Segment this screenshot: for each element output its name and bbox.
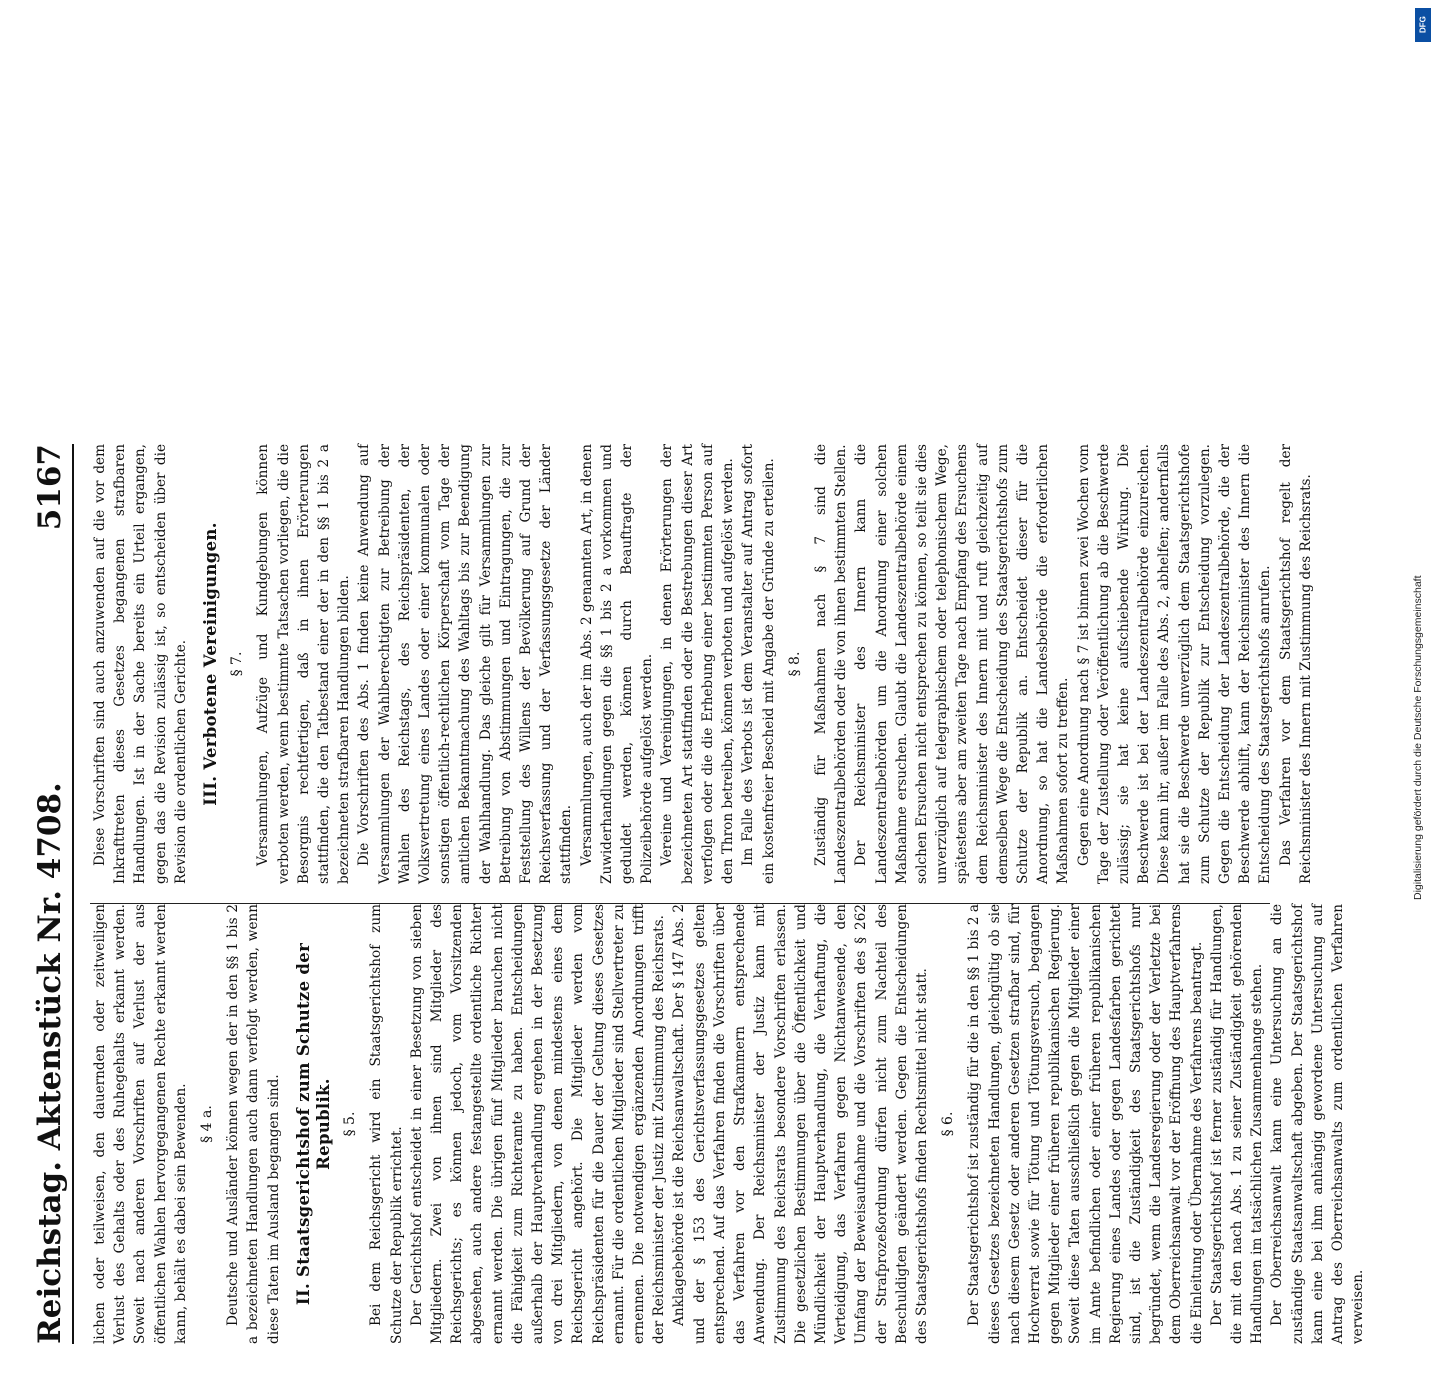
paragraph: Versammlungen, auch der im Abs. 2 genannten Art, in denen Zuwiderhandlungen gegen die §§ 1 bis 2 a vorkommen und geduldet werden, können durch Beauftragte der Polizeibehörde aufgelöst werden. — [578, 444, 656, 884]
paragraph: Der Staatsgerichtshof ist zuständig für die in den §§ 1 bis 2 a dieses Gesetzes bezeichneten Handlungen, gleichgültig ob sie nach diesem Gesetz oder anderen Gesetzen strafbar sind, für Hochverrat sowie für Tötung und Tötungsversuch, begangen gegen Mitglieder einer früheren republikanischen Regierung. Soweit diese Taten ausschließlich gegen die Mitglieder einer im Amte befindlichen oder einer früheren republikanischen Regierung eines Landes oder gegen Landesfarben gerichtet sind, ist die Zuständigkeit des Staatsgerichtshofs nur begründet, wenn die Landesregierung oder der Verletzte bei dem Oberreichsanwalt vor der Eröffnung des Hauptverfahrens die Einleitung oder Übernahme des Verfahrens beantragt. — [966, 904, 1205, 1344]
paragraph: Anklagebehörde ist die Reichsanwaltschaft. Der § 147 Abs. 2 und der § 153 des Gerichtsverfassungsgesetzes gelten entsprechend. Auf das Verfahren finden die Vorschriften über das Verfahren vor den Strafkammern entsprechende Anwendung. Der Reichsminister der Justiz kann mit Zustimmung des Reichsrats besondere Vorschriften erlassen. Die gesetzlichen Bestimmungen über die Öffentlichkeit und Mündlichkeit der Hauptverhandlung, die Verhaftung, die Verteidigung, das Verfahren gegen Nichtanwesende, den Umfang der Beweisaufnahme und die Vorschriften des § 262 der Strafprozeßordnung dürfen nicht zum Nachteil des Beschuldigten geändert werden. Gegen die Entscheidungen des Staatsgerichtshofs finden Rechtsmittel nicht statt. — [671, 904, 930, 1344]
paragraph: Zuständig für Maßnahmen nach § 7 sind die Landeszentralbehörden oder die von ihnen bestimmten Stellen. — [812, 444, 850, 884]
page-number: 5167 — [32, 444, 68, 531]
page-header — [18, 444, 68, 1344]
section-label: § 8. — [786, 651, 803, 677]
section-label: § 4 a. — [199, 1105, 216, 1143]
right-column — [90, 444, 1316, 884]
paragraph: Der Reichsminister des Innern kann die Landeszentralbehörden um die Anordnung einer solchen Maßnahme ersuchen. Glaubt die Landeszentralbehörde einem solchen Ersuchen nicht entsprechen zu können, so teilt sie dies unverzüglich auf telegraphischem oder telephonischem Wege, spätestens aber am zweiten Tage nach Empfang des Ersuchens dem Reichsminister des Innern mit und ruft gleichzeitig auf demselben Wege die Entscheidung des Staatsgerichtshofs zum Schutze der Republik an. Entscheidet dieser für die Anordnung, so hat die Landesbehörde die erforderlichen Maßnahmen sofort zu treffen. — [853, 444, 1072, 884]
document-page — [0, 394, 1390, 1394]
paragraph: Im Falle des Verbots ist dem Veranstalter auf Antrag sofort ein kostenfreier Bescheid mit Angabe der Gründe zu erteilen. — [740, 444, 777, 884]
paragraph: Vereine und Vereinigungen, in denen Erörterungen der bezeichneten Art stattfinden oder die Bestrebungen dieser Art verfolgen oder die die Erhebung einer bestimmten Person auf den Thron betreiben, können verboten und aufgelöst werden. — [659, 444, 737, 884]
paragraph: Diese Vorschriften sind auch anzuwenden auf die vor dem Inkrafttreten dieses Gesetzes begangenen strafbaren Handlungen. Ist in der Sache bereits ein Urteil ergangen, gegen das die Revision zulässig ist, so entscheiden über die Revision die ordentlichen Gerichte. — [92, 444, 189, 884]
section-heading: III. Verbotene Vereinigungen. — [201, 522, 221, 806]
left-column — [90, 904, 1368, 1344]
column-divider — [90, 903, 1270, 904]
paragraph: Die Vorschriften des Abs. 1 finden keine Anwendung auf Versammlungen der Wahlberechtigten zur Betreibung der Wahlen des Reichstags, des Reichspräsidenten, der Volksvertretung eines Landes oder einer kommunalen oder sonstigen öffentlich-rechtlichen Körperschaft vom Tage der amtlichen Bekanntmachung des Wahltags bis zur Beendigung der Wahlhandlung. Das gleiche gilt für Versammlungen zur Betreibung von Abstimmungen und Eintragungen, die zur Feststellung des Willens der Bevölkerung auf Grund der Reichsverfassung und der Verfassungsgesetze der Länder stattfinden. — [356, 444, 575, 884]
paragraph: lichen oder teilweisen, den dauernden oder zeitweiligen Verlust des Gehalts oder des Ruhegehalts erkannt werden. Soweit nach anderen Vorschriften auf Verlust der aus öffentlichen Wahlen hervorgegangenen Rechte erkannt werden kann, behält es dabei sein Bewenden. — [92, 904, 189, 1344]
section-label: § 5. — [342, 1111, 359, 1137]
dfg-logo: DFG — [1415, 8, 1431, 42]
paragraph: Der Staatsgerichtshof ist ferner zuständig für Handlungen, die mit den nach Abs. 1 zu seiner Zuständigkeit gehörenden Handlungen im tatsächlichen Zusammenhange stehen. — [1208, 904, 1266, 1344]
paragraph: Der Gerichtshof entscheidet in einer Besetzung von sieben Mitgliedern. Zwei von ihnen sind Mitglieder des Reichsgerichts; es können jedoch, vom Vorsitzenden abgesehen, auch andere festangestellte ordentliche Richter ernannt werden. Die übrigen fünf Mitglieder brauchen nicht die Fähigkeit zum Richteramte zu haben. Entscheidungen außerhalb der Hauptverhandlung ergehen in der Besetzung von drei Mitgliedern, von denen mindestens eines dem Reichsgericht angehört. Die Mitglieder werden vom Reichspräsidenten für die Dauer der Geltung dieses Gesetzes ernannt. Für die ordentlichen Mitglieder sind Stellvertreter zu ernennen. Die notwendigen ergänzenden Anordnungen trifft der Reichsminister der Justiz mit Zustimmung des Reichsrats. — [408, 904, 668, 1344]
section-label: § 6. — [940, 1111, 957, 1137]
digitization-note: Digitalisierung gefördert durch die Deutsche Forschungsgemeinschaft — [1412, 575, 1424, 900]
header-rule — [72, 444, 74, 1344]
paragraph: Versammlungen, Aufzüge und Kundgebungen können verboten werden, wenn bestimmte Tatsachen vorliegen, die die Besorgnis rechtfertigen, daß in ihnen Erörterungen stattfinden, die den Tatbestand einer der in den §§ 1 bis 2 a bezeichneten strafbaren Handlungen bilden. — [255, 444, 353, 884]
paragraph: Bei dem Reichsgericht wird ein Staatsgerichtshof zum Schutze der Republik errichtet. — [368, 904, 405, 1344]
header-title: Reichstag. Aktenstück Nr. 4708. — [32, 782, 68, 1344]
paragraph: Das Verfahren vor dem Staatsgerichtshof regelt der Reichsminister des Innern mit Zustimmung des Reichsrats. — [1277, 444, 1314, 884]
paragraph: Deutsche und Ausländer können wegen der in den §§ 1 bis 2 a bezeichneten Handlungen auch dann verfolgt werden, wenn diese Taten im Ausland begangen sind. — [225, 904, 282, 1344]
paragraph: Gegen eine Anordnung nach § 7 ist binnen zwei Wochen vom Tage der Zustellung oder Veröffentlichung ab die Beschwerde zulässig; sie hat keine aufschiebende Wirkung. Die Beschwerde ist bei der Landeszentralbehörde einzureichen. Diese kann ihr, außer im Falle des Abs. 2, abhelfen; andernfalls hat sie die Beschwerde unverzüglich dem Staatsgerichtshofe zum Schutze der Republik zur Entscheidung vorzulegen. Gegen die Entscheidung der Landeszentralbehörde, die der Beschwerde abhilft, kann der Reichsminister des Innern die Entscheidung des Staatsgerichtshofs anrufen. — [1075, 444, 1274, 884]
section-heading: II. Staatsgerichtshof zum Schutze der Republik. — [293, 942, 334, 1306]
section-label: § 7. — [229, 651, 246, 677]
paragraph: Der Oberreichsanwalt kann eine Untersuchung an die zuständige Staatsanwaltschaft abgeben. Der Staatsgerichtshof kann eine bei ihm anhängig gewordene Untersuchung auf Antrag des Oberreichsanwalts zum ordentlichen Verfahren verweisen. — [1269, 904, 1367, 1344]
